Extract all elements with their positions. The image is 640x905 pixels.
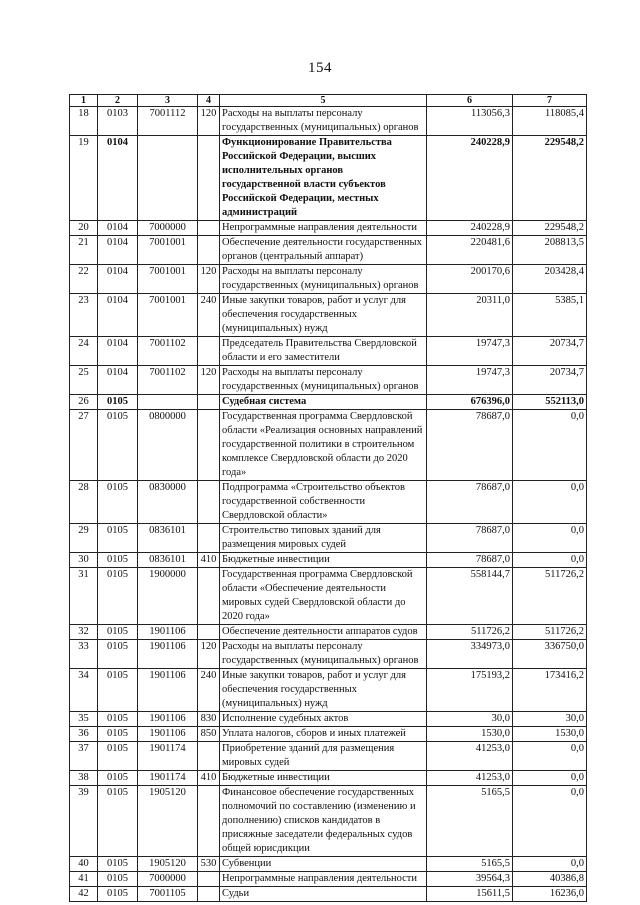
amount-col-7: 1530,0 [513, 727, 587, 742]
table-row [70, 553, 587, 568]
target-code [138, 395, 198, 410]
expense-type: 120 [198, 640, 220, 669]
amount-col-6: 78687,0 [427, 481, 513, 524]
amount-col-6: 511726,2 [427, 625, 513, 640]
expense-type: 120 [198, 366, 220, 395]
amount-col-6: 15611,5 [427, 887, 513, 902]
amount-col-7: 229548,2 [513, 136, 587, 221]
expense-type [198, 337, 220, 366]
target-code: 7001102 [138, 366, 198, 395]
expense-type: 240 [198, 294, 220, 337]
table-row [70, 481, 587, 524]
section-code: 0104 [98, 265, 138, 294]
row-number: 29 [70, 524, 98, 553]
row-number: 28 [70, 481, 98, 524]
section-code: 0104 [98, 337, 138, 366]
page-number: 154 [308, 60, 332, 76]
amount-col-7: 229548,2 [513, 221, 587, 236]
table-row [70, 337, 587, 366]
amount-col-7: 0,0 [513, 742, 587, 771]
section-code: 0105 [98, 887, 138, 902]
table-row [70, 136, 587, 221]
expense-type: 410 [198, 771, 220, 786]
expense-type [198, 221, 220, 236]
item-name: Исполнение судебных актов [220, 712, 427, 727]
target-code: 1901106 [138, 669, 198, 712]
section-code: 0104 [98, 366, 138, 395]
section-code: 0103 [98, 107, 138, 136]
row-number: 34 [70, 669, 98, 712]
amount-col-7: 30,0 [513, 712, 587, 727]
target-code: 7001105 [138, 887, 198, 902]
row-number: 38 [70, 771, 98, 786]
amount-col-6: 558144,7 [427, 568, 513, 625]
target-code: 1901174 [138, 771, 198, 786]
item-name: Государственная программа Свердловской области «Реализация основных направлений государственной политики в строительном комплексе Свердловской области до 2020 года» [220, 410, 427, 481]
amount-col-7: 40386,8 [513, 872, 587, 887]
section-code: 0105 [98, 568, 138, 625]
item-name: Непрограммные направления деятельности [220, 221, 427, 236]
item-name: Обеспечение деятельности аппаратов судов [220, 625, 427, 640]
amount-col-7: 0,0 [513, 524, 587, 553]
table-row [70, 107, 587, 136]
amount-col-6: 41253,0 [427, 742, 513, 771]
section-code: 0105 [98, 524, 138, 553]
target-code: 1905120 [138, 857, 198, 872]
target-code: 7001112 [138, 107, 198, 136]
amount-col-7: 336750,0 [513, 640, 587, 669]
expense-type: 120 [198, 265, 220, 294]
expense-type [198, 481, 220, 524]
amount-col-6: 113056,3 [427, 107, 513, 136]
amount-col-7: 0,0 [513, 553, 587, 568]
section-code: 0105 [98, 640, 138, 669]
amount-col-7: 0,0 [513, 771, 587, 786]
amount-col-7: 552113,0 [513, 395, 587, 410]
item-name: Строительство типовых зданий для размещения мировых судей [220, 524, 427, 553]
section-code: 0104 [98, 221, 138, 236]
amount-col-6: 175193,2 [427, 669, 513, 712]
target-code: 1901106 [138, 727, 198, 742]
row-number: 20 [70, 221, 98, 236]
section-code: 0105 [98, 857, 138, 872]
item-name: Государственная программа Свердловской области «Обеспечение деятельности мировых судей Свердловской области до 2020 года» [220, 568, 427, 625]
section-code: 0105 [98, 727, 138, 742]
item-name: Иные закупки товаров, работ и услуг для обеспечения государственных (муниципальных) нужд [220, 669, 427, 712]
target-code: 0830000 [138, 481, 198, 524]
row-number: 24 [70, 337, 98, 366]
amount-col-7: 20734,7 [513, 366, 587, 395]
table-row [70, 265, 587, 294]
section-code: 0105 [98, 771, 138, 786]
table-row [70, 568, 587, 625]
amount-col-7: 16236,0 [513, 887, 587, 902]
item-name: Обеспечение деятельности государственных органов (центральный аппарат) [220, 236, 427, 265]
table-row [70, 857, 587, 872]
row-number: 26 [70, 395, 98, 410]
amount-col-7: 203428,4 [513, 265, 587, 294]
item-name: Иные закупки товаров, работ и услуг для обеспечения государственных (муниципальных) нужд [220, 294, 427, 337]
amount-col-7: 0,0 [513, 481, 587, 524]
amount-col-7: 0,0 [513, 857, 587, 872]
section-code: 0105 [98, 395, 138, 410]
column-header: 4 [198, 95, 220, 107]
table-row [70, 524, 587, 553]
expense-type [198, 410, 220, 481]
item-name: Расходы на выплаты персоналу государственных (муниципальных) органов [220, 366, 427, 395]
item-name: Подпрограмма «Строительство объектов государственной собственности Свердловской области» [220, 481, 427, 524]
column-header: 2 [98, 95, 138, 107]
row-number: 39 [70, 786, 98, 857]
target-code: 7001001 [138, 294, 198, 337]
amount-col-6: 5165,5 [427, 857, 513, 872]
target-code: 1900000 [138, 568, 198, 625]
amount-col-7: 20734,7 [513, 337, 587, 366]
table-row [70, 742, 587, 771]
amount-col-7: 118085,4 [513, 107, 587, 136]
expense-type [198, 136, 220, 221]
expense-type [198, 786, 220, 857]
table-row [70, 887, 587, 902]
expense-type [198, 625, 220, 640]
item-name: Судебная система [220, 395, 427, 410]
amount-col-6: 19747,3 [427, 337, 513, 366]
row-number: 37 [70, 742, 98, 771]
column-header: 6 [427, 95, 513, 107]
row-number: 31 [70, 568, 98, 625]
target-code: 1901174 [138, 742, 198, 771]
expense-type [198, 742, 220, 771]
row-number: 41 [70, 872, 98, 887]
section-code: 0105 [98, 410, 138, 481]
item-name: Расходы на выплаты персоналу государственных (муниципальных) органов [220, 107, 427, 136]
section-code: 0105 [98, 625, 138, 640]
item-name: Судьи [220, 887, 427, 902]
column-header: 1 [70, 95, 98, 107]
amount-col-6: 5165,5 [427, 786, 513, 857]
section-code: 0104 [98, 136, 138, 221]
table-row [70, 395, 587, 410]
target-code: 1901106 [138, 625, 198, 640]
expense-type: 410 [198, 553, 220, 568]
expense-type [198, 395, 220, 410]
row-number: 35 [70, 712, 98, 727]
amount-col-7: 173416,2 [513, 669, 587, 712]
item-name: Председатель Правительства Свердловской области и его заместители [220, 337, 427, 366]
row-number: 30 [70, 553, 98, 568]
target-code: 0836101 [138, 524, 198, 553]
target-code: 7001001 [138, 265, 198, 294]
target-code: 1901106 [138, 640, 198, 669]
amount-col-6: 78687,0 [427, 410, 513, 481]
section-code: 0104 [98, 236, 138, 265]
item-name: Бюджетные инвестиции [220, 771, 427, 786]
item-name: Приобретение зданий для размещения мировых судей [220, 742, 427, 771]
row-number: 18 [70, 107, 98, 136]
table-row [70, 640, 587, 669]
row-number: 42 [70, 887, 98, 902]
table-row [70, 294, 587, 337]
target-code: 1905120 [138, 786, 198, 857]
expense-type: 830 [198, 712, 220, 727]
expense-type: 850 [198, 727, 220, 742]
section-code: 0105 [98, 872, 138, 887]
section-code: 0105 [98, 742, 138, 771]
column-header: 7 [513, 95, 587, 107]
amount-col-7: 511726,2 [513, 568, 587, 625]
row-number: 32 [70, 625, 98, 640]
item-name: Финансовое обеспечение государственных полномочий по составлению (изменению и дополнению) списков кандидатов в присяжные заседатели федеральных судов общей юрисдикции [220, 786, 427, 857]
amount-col-6: 334973,0 [427, 640, 513, 669]
row-number: 33 [70, 640, 98, 669]
target-code: 0800000 [138, 410, 198, 481]
row-number: 19 [70, 136, 98, 221]
section-code: 0104 [98, 294, 138, 337]
table-row [70, 669, 587, 712]
expense-type [198, 568, 220, 625]
expense-type: 120 [198, 107, 220, 136]
row-number: 22 [70, 265, 98, 294]
section-code: 0105 [98, 712, 138, 727]
table-row [70, 771, 587, 786]
target-code: 0836101 [138, 553, 198, 568]
expense-type [198, 872, 220, 887]
section-code: 0105 [98, 669, 138, 712]
row-number: 23 [70, 294, 98, 337]
expense-type [198, 524, 220, 553]
target-code: 1901106 [138, 712, 198, 727]
amount-col-6: 676396,0 [427, 395, 513, 410]
table-row [70, 221, 587, 236]
amount-col-6: 220481,6 [427, 236, 513, 265]
table-row [70, 727, 587, 742]
amount-col-6: 1530,0 [427, 727, 513, 742]
expense-type: 530 [198, 857, 220, 872]
amount-col-7: 511726,2 [513, 625, 587, 640]
row-number: 36 [70, 727, 98, 742]
item-name: Непрограммные направления деятельности [220, 872, 427, 887]
table-row [70, 625, 587, 640]
amount-col-6: 240228,9 [427, 221, 513, 236]
table-row [70, 410, 587, 481]
row-number: 27 [70, 410, 98, 481]
table-header-row [70, 95, 587, 107]
table-row [70, 366, 587, 395]
expense-type [198, 887, 220, 902]
row-number: 40 [70, 857, 98, 872]
target-code: 7001102 [138, 337, 198, 366]
table-row [70, 712, 587, 727]
amount-col-7: 0,0 [513, 410, 587, 481]
section-code: 0105 [98, 481, 138, 524]
item-name: Расходы на выплаты персоналу государственных (муниципальных) органов [220, 265, 427, 294]
expense-type [198, 236, 220, 265]
amount-col-6: 20311,0 [427, 294, 513, 337]
target-code: 7001001 [138, 236, 198, 265]
amount-col-7: 0,0 [513, 786, 587, 857]
amount-col-6: 200170,6 [427, 265, 513, 294]
item-name: Расходы на выплаты персоналу государственных (муниципальных) органов [220, 640, 427, 669]
item-name: Бюджетные инвестиции [220, 553, 427, 568]
amount-col-6: 30,0 [427, 712, 513, 727]
item-name: Уплата налогов, сборов и иных платежей [220, 727, 427, 742]
column-header: 5 [220, 95, 427, 107]
table-row [70, 786, 587, 857]
column-header: 3 [138, 95, 198, 107]
item-name: Субвенции [220, 857, 427, 872]
amount-col-6: 39564,3 [427, 872, 513, 887]
expense-type: 240 [198, 669, 220, 712]
amount-col-7: 5385,1 [513, 294, 587, 337]
amount-col-6: 78687,0 [427, 524, 513, 553]
amount-col-6: 41253,0 [427, 771, 513, 786]
amount-col-6: 78687,0 [427, 553, 513, 568]
section-code: 0105 [98, 786, 138, 857]
target-code [138, 136, 198, 221]
target-code: 7000000 [138, 872, 198, 887]
section-code: 0105 [98, 553, 138, 568]
amount-col-6: 240228,9 [427, 136, 513, 221]
amount-col-6: 19747,3 [427, 366, 513, 395]
budget-table [69, 94, 587, 902]
item-name: Функционирование Правительства Российской Федерации, высших исполнительных органов государственной власти субъектов Российской Федерации, местных администраций [220, 136, 427, 221]
table-row [70, 872, 587, 887]
row-number: 25 [70, 366, 98, 395]
target-code: 7000000 [138, 221, 198, 236]
row-number: 21 [70, 236, 98, 265]
table-row [70, 236, 587, 265]
amount-col-7: 208813,5 [513, 236, 587, 265]
